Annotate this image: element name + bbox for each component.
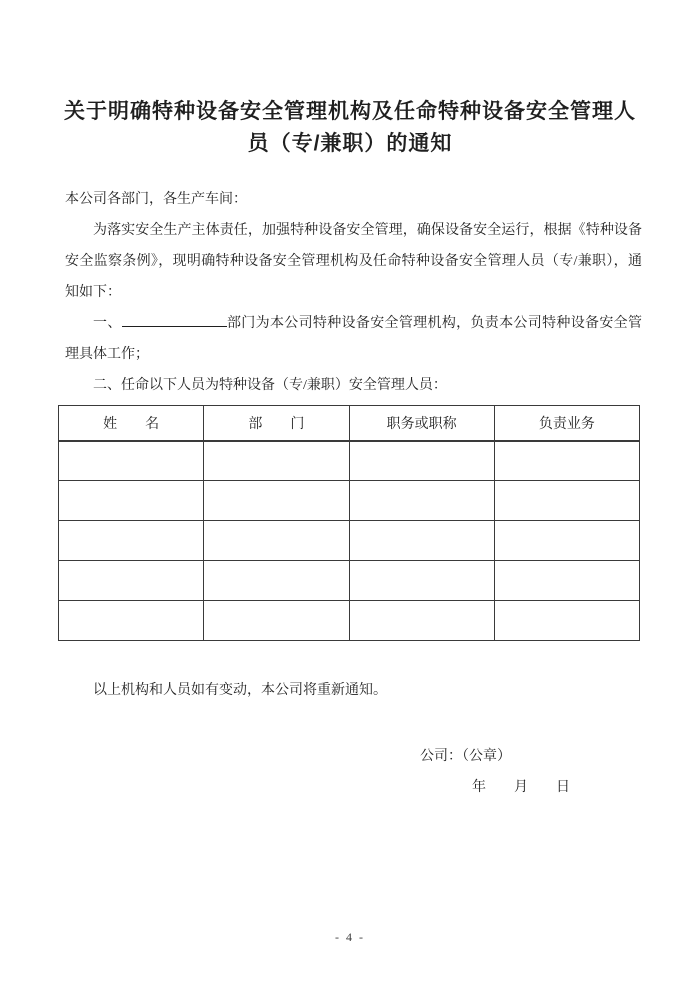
table-cell <box>494 481 639 521</box>
closing-block <box>58 675 642 706</box>
table-row <box>59 521 640 561</box>
intro-paragraph: 为落实安全生产主体责任，加强特种设备安全管理，确保设备安全运行，根据《特种设备安全监察条例》，现明确特种设备安全管理机构及任命特种设备安全管理人员（专/兼职），通知如下： <box>65 223 642 300</box>
table-cell <box>349 601 494 641</box>
table-row <box>59 481 640 521</box>
table-header-cell: 职务或职称 <box>349 406 494 441</box>
table-header-cell: 姓 名 <box>59 406 204 441</box>
table-header-cell: 负责业务 <box>494 406 639 441</box>
table-cell <box>204 441 349 481</box>
appointment-table-body <box>59 441 640 641</box>
table-cell <box>494 561 639 601</box>
table-cell <box>494 521 639 561</box>
table-cell <box>59 521 204 561</box>
table-cell <box>204 561 349 601</box>
table-cell <box>204 481 349 521</box>
table-cell <box>204 601 349 641</box>
salutation-line: 本公司各部门，各生产车间： <box>65 192 247 207</box>
table-cell <box>349 481 494 521</box>
table-cell <box>59 601 204 641</box>
document-title-line2: 员（专/兼职）的通知 <box>247 132 453 155</box>
table-cell <box>349 521 494 561</box>
table-row <box>59 441 640 481</box>
table-cell <box>349 441 494 481</box>
table-row <box>59 601 640 641</box>
signature-block <box>58 741 642 803</box>
document-content <box>0 96 700 803</box>
table-row <box>59 561 640 601</box>
page-number: - 4 - <box>335 930 365 944</box>
blank-underline <box>122 313 227 327</box>
signature-company-line: 公司：（公章） <box>420 749 511 764</box>
appointment-table <box>58 405 640 641</box>
table-cell <box>59 441 204 481</box>
table-cell <box>494 441 639 481</box>
document-body <box>58 184 642 401</box>
item-2-paragraph: 二、任命以下人员为特种设备（专/兼职）安全管理人员： <box>93 378 447 393</box>
document-title <box>58 96 642 160</box>
table-cell <box>204 521 349 561</box>
item-1-prefix: 一、 <box>93 316 122 331</box>
table-cell <box>59 481 204 521</box>
table-cell <box>349 561 494 601</box>
table-header-row <box>59 406 640 441</box>
document-title-line1: 关于明确特种设备安全管理机构及任命特种设备安全管理人 <box>64 100 636 123</box>
item-1-suffix: 部门为本公司特种设备安全管理机构，负责本公司特种设备安全管理具体工作； <box>65 316 643 362</box>
table-header-cell: 部 门 <box>204 406 349 441</box>
item-1-paragraph <box>65 308 642 370</box>
signature-date-line: 年 月 日 <box>472 780 570 795</box>
table-cell <box>59 561 204 601</box>
appointment-table-head <box>59 406 640 441</box>
table-cell <box>494 601 639 641</box>
closing-paragraph: 以上机构和人员如有变动，本公司将重新通知。 <box>93 683 387 698</box>
